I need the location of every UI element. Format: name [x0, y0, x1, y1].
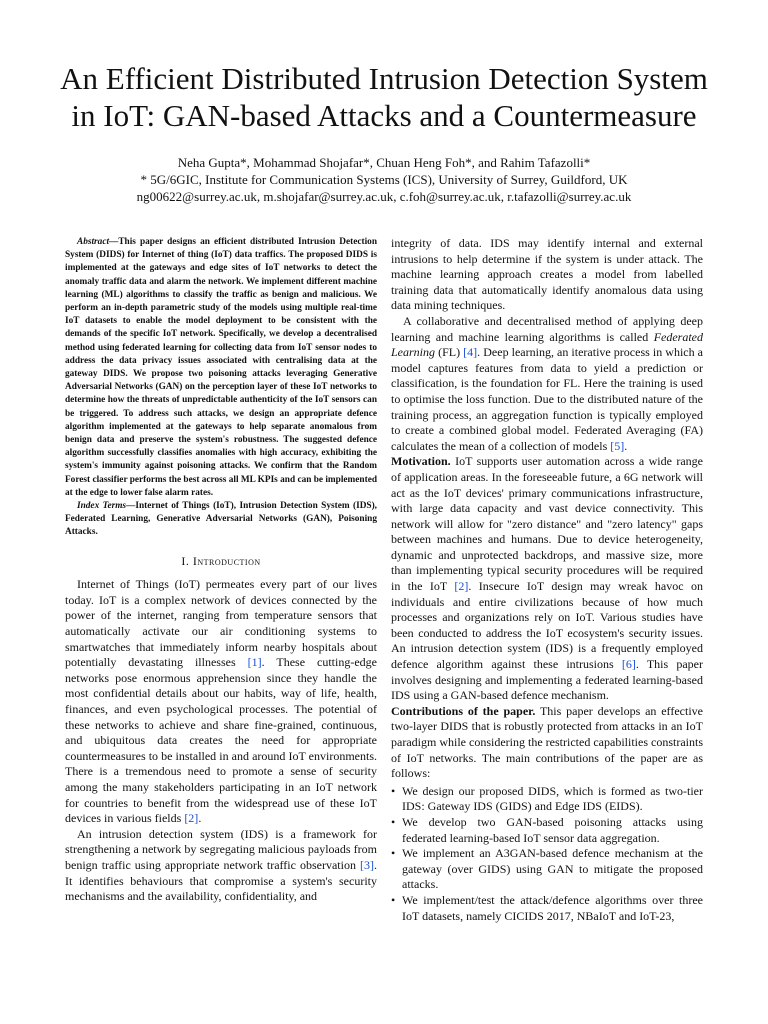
- title-line-1: An Efficient Distributed Intrusion Detection System: [60, 61, 708, 96]
- citation-link[interactable]: [4]: [463, 345, 478, 360]
- list-item: • We design our proposed DIDS, which is formed as two-tier IDS: Gateway IDS (GIDS) and Edge IDS (EIDS).: [391, 784, 703, 815]
- motivation-paragraph: [391, 454, 703, 704]
- intro-p1-text: Internet of Things (IoT) permeates every part of our lives today. IoT is a complex network of devices connected by the power of the internet, ranging from temperature sensors that automatically activate our air conditioning systems to smartwatches that immediately inform nearby hospitals about potentially devastating illnesses: [65, 577, 377, 670]
- intro-p2-text: An intrusion detection system (IDS) is a framework for strengthening a network by segregating malicious payloads from benign traffic using appropriate network traffic observation: [65, 826, 377, 872]
- right-column: [391, 236, 703, 924]
- abstract: [65, 236, 377, 500]
- list-item: • We develop two GAN-based poisoning attacks using federated learning-based IoT sensor data aggregation.: [391, 815, 703, 846]
- abstract-label: Abstract: [77, 237, 110, 247]
- section-numeral: I.: [181, 553, 190, 568]
- author-block: [40, 154, 728, 205]
- intro-paragraph-1: [65, 577, 377, 827]
- citation-link[interactable]: [5]: [610, 438, 625, 453]
- intro-p1-end: .: [198, 811, 202, 826]
- intro-p3-text-cont: . Deep learning, an iterative process in which a model captures features from data to yield a prediction or classification, is the foundation for FL. Here the training is used to optimise the loss function. Due to the distributed nature of the training process, an aggregation function is typically employed to create a combined global model. Federated Averaging (FA) calculates the mean of a collection of models: [391, 345, 704, 453]
- fl-abbreviation: (FL): [435, 345, 464, 360]
- federated-learning-term: Federated Learning: [391, 329, 703, 360]
- intro-paragraph-3: [391, 314, 703, 454]
- index-terms: [65, 500, 377, 540]
- author-emails: ng00622@surrey.ac.uk, m.shojafar@surrey.ac.uk, c.foh@surrey.ac.uk, r.tafazolli@surrey.ac.uk: [136, 189, 632, 204]
- citation-link[interactable]: [2]: [184, 811, 199, 826]
- citation-link[interactable]: [3]: [360, 857, 374, 872]
- contributions-text: This paper develops an effective two-layer DIDS that is robustly protected from attacks in an IoT paradigm while considering the restricted capabilities constraints of IoT networks. The main contributions of the paper are as follows:: [391, 703, 703, 781]
- section-heading-introduction: [65, 554, 377, 570]
- motivation-text: IoT supports user automation across a wide range of application areas. In the foreseeable future, a 6G network will act as the IoT devices' primary communications infrastructure, with large data capacity and vast device connectivity. This network will allow for "zero distance" and "zero latency" gaps between machines and humans. Due to device heterogeneity, dynamic and unprotected backdrops, and massive size, more than implementing typical security procedures will be required in the IoT: [391, 454, 703, 594]
- abstract-text: —This paper designs an efficient distributed Intrusion Detection System (DIDS) for Internet of thing (IoT) data traffics. The proposed DIDS is implemented at the gateways and edge sites of IoT networks to detect the anomaly traffic data and alarm the network. We implement different machine learning (ML) algorithms to classify the traffic as benign and malicious. We perform an in-depth parametric study of the models using multiple real-time IoT datasets to enable the model deployment to be consistent with the demands of the specific IoT network. Specifically, we develop a decentralised method using federated learning for collecting data from IoT sensor nodes to address the data privacy issues associated with centralising data at the gateway DIDS. We propose two poisoning attacks leveraging Generative Adversarial Networks (GAN) on the perception layer of these IoT networks to determine how the threats of unpredictable authenticity of the IoT sensors can be triggered. To address such attacks, we design an appropriate defence algorithm implemented at the gateways to help separate anomalous from benign data and preserve the system's robustness. The suggested defence algorithm successfully classifies anomalies with high accuracy, exhibiting the system's immunity against poisoning attacks. We confirm that the Random Forest classifier performs the best across all ML KPIs and can be implemented at the edge to lower false alarm rates.: [65, 237, 377, 498]
- intro-p3-end: .: [624, 438, 628, 453]
- paper-title: [40, 60, 728, 134]
- motivation-end: . This paper involves designing and implementing a federated learning-based IDS using a GAN-based defence mechanism.: [391, 657, 703, 703]
- intro-p1-text-cont: . These cutting-edge networks pose enormous apprehension since they handle the most confidential details about our habits, way of life, health, finances, and even psychological processes. The potential of these networks to achieve and share fine-grained, continuous, and ubiquitous data creates the need for appropriate countermeasures to be installed in and around IoT environments. There is a tremendous need to promote a sense of security among the many stakeholders participating in an IoT network for countries to benefit from the widespread use of these IoT devices in various fields: [65, 655, 377, 826]
- intro-paragraph-2-continued: [391, 236, 703, 314]
- left-column: [65, 236, 377, 905]
- motivation-label: Motivation.: [391, 454, 451, 469]
- index-terms-text: —Internet of Things (IoT), Intrusion Detection System (IDS), Federated Learning, Generative Adversarial Networks (GAN), Poisoning Attacks.: [65, 501, 377, 538]
- citation-link[interactable]: [6]: [621, 657, 636, 672]
- index-terms-label: Index Terms: [77, 501, 127, 512]
- list-item: • We implement/test the attack/defence algorithms over three IoT datasets, namely CICIDS 2017, NBaIoT and IoT-23,: [391, 893, 703, 924]
- contributions-list: [391, 784, 703, 924]
- motivation-text-cont: . Insecure IoT design may wreak havoc on individuals and entire civilizations because of how much processes and organizations rely on IoT. Various studies have been conducted to address the IoT ecosystem's security issues. An intrusion detection system (IDS) is a frequently employed defence algorithm against these intrusions: [391, 579, 703, 672]
- citation-link[interactable]: [2]: [454, 579, 469, 594]
- contributions-label: Contributions of the paper.: [391, 703, 536, 718]
- title-line-2: in IoT: GAN-based Attacks and a Countermeasure: [71, 98, 697, 133]
- intro-p2-continued-text: integrity of data. IDS may identify internal and external intrusions to help determine if the system is under attack. The machine learning approach creates a model from labelled training data that automatically identify anomalous data using data mining techniques.: [391, 236, 703, 313]
- contributions-paragraph: [391, 704, 703, 782]
- section-title: Introduction: [192, 553, 261, 568]
- list-item: • We implement an A3GAN-based defence mechanism at the gateway (over GIDS) using GAN to mitigate the proposed attacks.: [391, 846, 703, 893]
- author-affiliation: * 5G/6GIC, Institute for Communication Systems (ICS), University of Surrey, Guildford, UK: [140, 172, 628, 187]
- intro-p3-text: A collaborative and decentralised method of applying deep learning and machine learning algorithms is called: [391, 313, 703, 344]
- author-names: Neha Gupta*, Mohammad Shojafar*, Chuan Heng Foh*, and Rahim Tafazolli*: [177, 155, 591, 170]
- citation-link[interactable]: [1]: [247, 655, 262, 670]
- intro-paragraph-2: [65, 827, 377, 905]
- intro-p2-text-cont: . It identifies behaviours that compromise a system's security mechanisms and the availability, confidentiality, and: [65, 857, 377, 904]
